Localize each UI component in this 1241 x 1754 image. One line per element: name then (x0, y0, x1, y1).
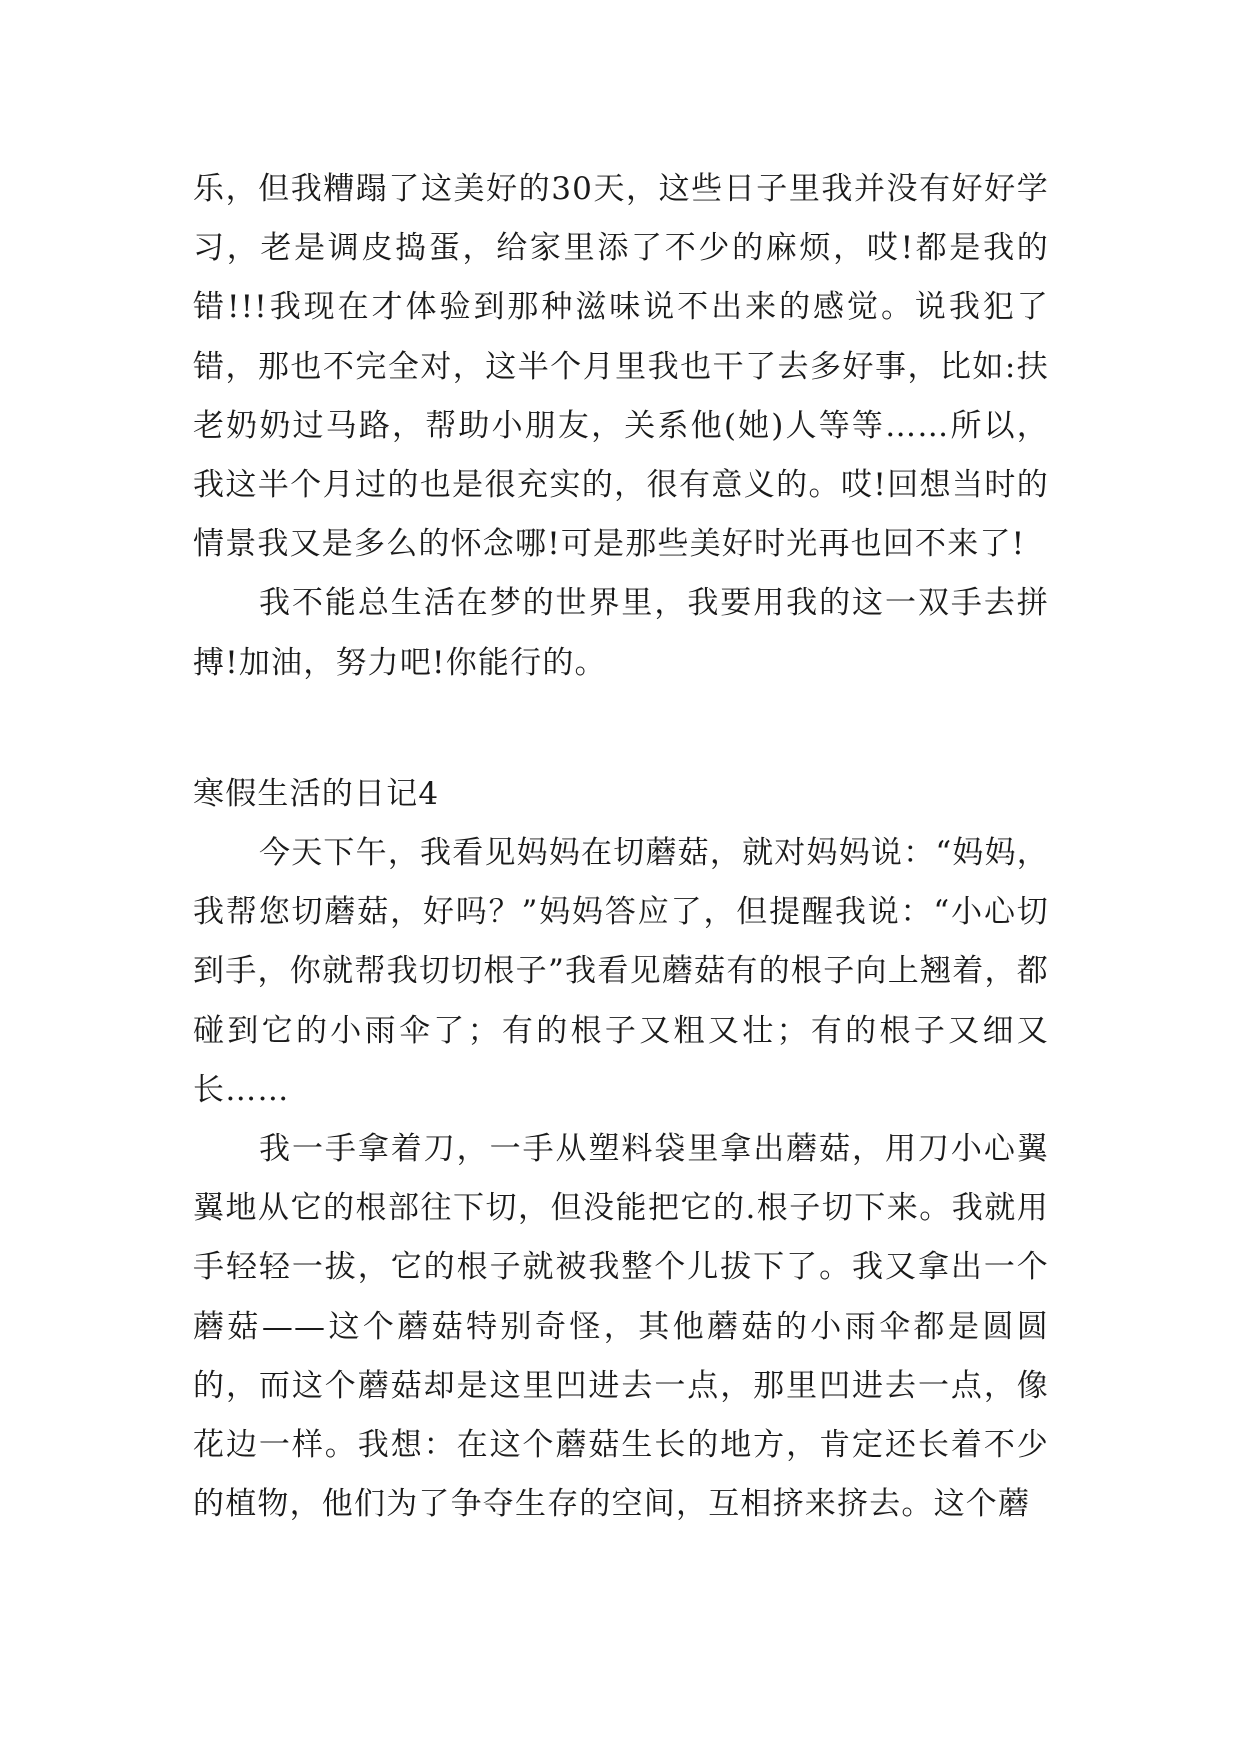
paragraph-resolution: 我不能总生活在梦的世界里，我要用我的这一双手去拼搏!加油，努力吧!你能行的。 (193, 585, 1049, 681)
document-page (193, 160, 1049, 1534)
paragraph-mushroom-cutting: 我一手拿着刀，一手从塑料袋里拿出蘑菇，用刀小心翼翼地从它的根部往下切，但没能把它的.根子切下来。我就用手轻轻一拔，它的根子就被我整个儿拔下了。我又拿出一个蘑菇——这个蘑菇特别奇怪，其他蘑菇的小雨伞都是圆圆的，而这个蘑菇却是这里凹进去一点，那里凹进去一点，像花边一样。我想：在这个蘑菇生长的地方，肯定还长着不少的植物，他们为了争夺生存的空间，互相挤来挤去。这个蘑 (193, 1131, 1049, 1523)
paragraph-mushroom-intro: 今天下午，我看见妈妈在切蘑菇，就对妈妈说：“妈妈，我帮您切蘑菇，好吗？”妈妈答应了，但提醒我说：“小心切到手，你就帮我切切根子”我看见蘑菇有的根子向上翘着，都碰到它的小雨伞了；有的根子又粗又壮；有的根子又细又长…… (193, 835, 1049, 1108)
section-spacer (193, 693, 1049, 765)
paragraph-continuation: 乐，但我糟蹋了这美好的30天，这些日子里我并没有好好学习，老是调皮捣蛋，给家里添了不少的麻烦，哎!都是我的错!!!我现在才体验到那种滋味说不出来的感觉。说我犯了错，那也不完全对，这半个月里我也干了去多好事，比如:扶老奶奶过马路，帮助小朋友，关系他(她)人等等……所以，我这半个月过的也是很充实的，很有意义的。哎!回想当时的情景我又是多么的怀念哪!可是那些美好时光再也回不来了! (193, 171, 1049, 563)
section-heading: 寒假生活的日记4 (193, 775, 440, 812)
